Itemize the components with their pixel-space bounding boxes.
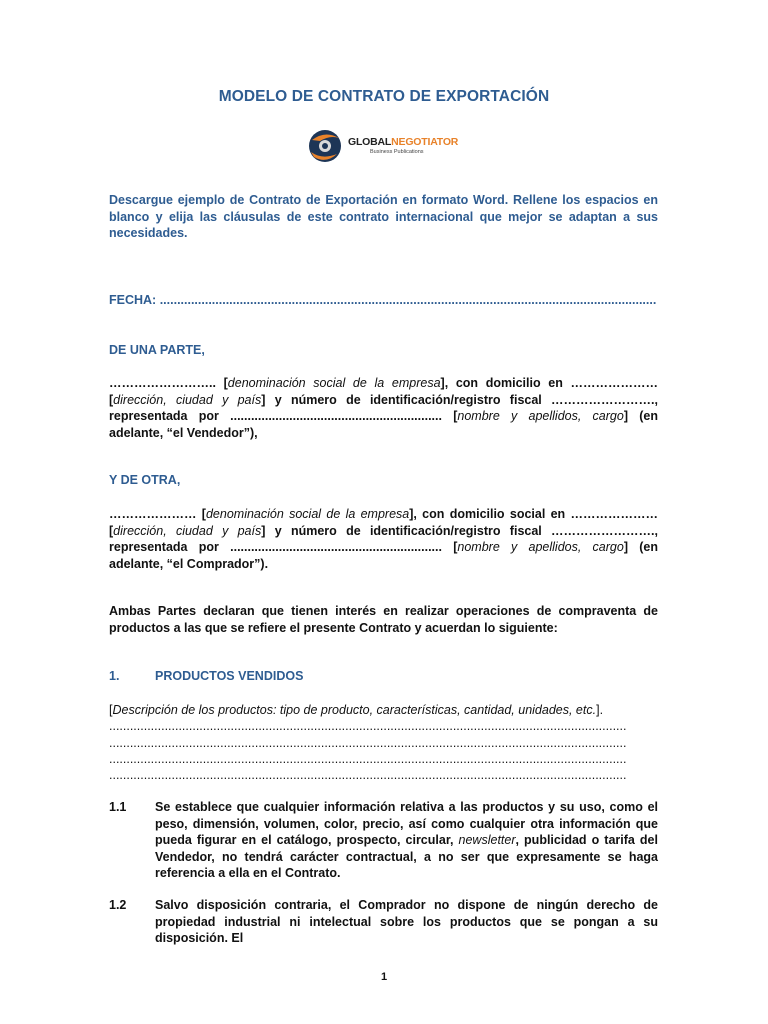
clause-number: 1.1 bbox=[109, 800, 127, 814]
clause-text: Salvo disposición contraria, el Comprador no dispone de ningún derecho de propiedad industrial ni intelectual sobre los productos que se pongan a su disposición. El bbox=[155, 898, 658, 945]
global-negotiator-logo bbox=[306, 126, 466, 166]
blank-line: ..................................................................................................................................................... bbox=[109, 768, 627, 782]
section-1-heading: 1. PRODUCTOS VENDIDOS bbox=[109, 669, 304, 683]
products-description-placeholder: [Descripción de los productos: tipo de producto, características, cantidad, unidades, etc.]. bbox=[109, 703, 604, 717]
logo-wordmark: GLOBALNEGOTIATOR bbox=[348, 136, 459, 148]
agreement-paragraph: Ambas Partes declaran que tienen interés en realizar operaciones de compraventa de productos a las que se refiere el presente Contrato y acuerdan lo siguiente: bbox=[109, 604, 658, 635]
buyer-party-paragraph: ………………… [denominación social de la empresa], con domicilio social en ………………… [dirección, ciudad y país] y número de identificación/registro fiscal ……………………., representada por ............................................................. [nombre y apellidos, cargo] (en adelante, “el Comprador”). bbox=[109, 507, 658, 571]
clause-text: Se establece que cualquier información relativa a las productos y su uso, como el peso, dimensión, volumen, color, precio, así como cualquier otra información que pueda figurar en el catálogo, prospecto, circular, newsletter, publicidad o tarifa del Vendedor, no tendrá carácter contractual, a no ser que expresamente se haga referencia a ella en el Contrato. bbox=[155, 800, 658, 880]
globe-logo-icon bbox=[306, 126, 346, 166]
intro-paragraph: Descargue ejemplo de Contrato de Exportación en formato Word. Rellene los espacios en blanco y elija las cláusulas de este contrato internacional que mejor se adaptan a sus necesidades. bbox=[109, 193, 658, 240]
document-title: MODELO DE CONTRATO DE EXPORTACIÓN bbox=[218, 88, 550, 105]
fecha-line bbox=[109, 293, 658, 307]
blank-line: ..................................................................................................................................................... bbox=[109, 752, 627, 766]
de-una-parte-heading: DE UNA PARTE, bbox=[109, 343, 205, 357]
blank-line: ..................................................................................................................................................... bbox=[109, 736, 627, 750]
clause-number: 1.2 bbox=[109, 898, 127, 912]
page-number: 1 bbox=[380, 971, 388, 983]
seller-party-paragraph: …………………….. [denominación social de la empresa], con domicilio en ………………… [dirección, ciudad y país] y número de identificación/registro fiscal ……………………., representada por ............................................................. [nombre y apellidos, cargo] (en adelante, “el Vendedor”), bbox=[109, 376, 658, 440]
blank-line: ..................................................................................................................................................... bbox=[109, 719, 627, 733]
fecha-label: FECHA: bbox=[109, 293, 157, 307]
y-de-otra-heading: Y DE OTRA, bbox=[109, 473, 181, 487]
fecha-dots: ............................................................................................................................................... bbox=[159, 293, 657, 307]
logo-subtitle: Business Publications bbox=[370, 149, 424, 155]
